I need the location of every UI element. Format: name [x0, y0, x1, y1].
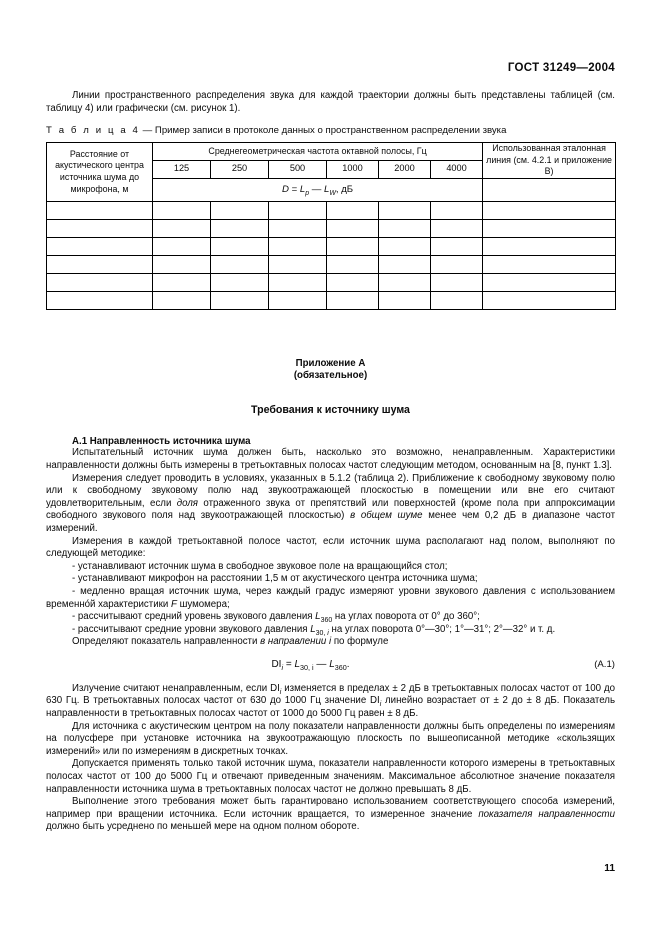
cell-250[interactable]: [211, 219, 269, 237]
cell-2000[interactable]: [379, 237, 431, 255]
cell-125[interactable]: [153, 255, 211, 273]
symbol-DIi-sub: i: [279, 688, 282, 696]
symbol-L30i: L: [310, 623, 316, 635]
table-row[interactable]: [47, 291, 616, 309]
cell-1000[interactable]: [327, 201, 379, 219]
cell-125[interactable]: [153, 219, 211, 237]
cell-250[interactable]: [211, 291, 269, 309]
formula-a1-line: [46, 657, 615, 673]
spacer: [46, 76, 615, 90]
formula-Lp-sub: p: [305, 190, 310, 198]
emph-v-obshchem-shume: в общем шуме: [350, 510, 423, 522]
cell-250[interactable]: [211, 255, 269, 273]
cell-1000[interactable]: [327, 273, 379, 291]
a1-paragraph-2: Измерения следует проводить в условиях, указанных в 5.1.2 (таблица 2). Приближение к свободному звуковому полю или к свободному звуковому полю над звукоотражающей плоскостью в помещении или вне его считают удовлетворительным, если доля отраженного звука от препятствий или поверхностей (кроме пола при аппроксимации свободного звукового поля над звукоотражающей плоскостью) в общем шуме менее чем 0,2 дБ в диапазоне частот измерений.: [46, 472, 616, 534]
a1-paragraph-6: Допускается применять только такой источник шума, показатели направленности которого измерены в третьоктавных полосах частот от 100 до 5000 Гц и отвечают приведенным значениям. Максимальное абсолютное значение показателя направленности источника шума в третьоктавных полосах частот не должно превышать 8 дБ.: [46, 758, 615, 795]
cell-1000[interactable]: [327, 255, 379, 273]
table4-freq-250: 250: [211, 160, 269, 178]
formula-minus: —: [309, 184, 324, 196]
cell-250[interactable]: [211, 201, 269, 219]
formula-a1-dot: .: [346, 658, 350, 670]
cell-distance[interactable]: [47, 219, 153, 237]
cell-reference[interactable]: [483, 219, 616, 237]
emph-dolya: доля: [176, 497, 198, 509]
cell-500[interactable]: [269, 291, 327, 309]
a1-bullet-1: - устанавливают источник шума в свободное звуковое поле на вращающийся стол;: [72, 560, 448, 572]
table-row[interactable]: [47, 219, 616, 237]
symbol-DIi-sub-2: i: [379, 701, 382, 709]
table4-col-distance-header: Расстояние от акустического центра источника шума до микрофона, м: [47, 143, 153, 202]
appendix-section-title: Требования к источнику шума: [251, 404, 410, 417]
cell-reference[interactable]: [483, 273, 616, 291]
symbol-L360: L: [315, 611, 321, 623]
standard-number-header: ГОСТ 31249—2004: [507, 62, 615, 74]
formula-D: D: [281, 184, 289, 196]
spacer: [46, 115, 615, 125]
table4-freq-2000: 2000: [379, 160, 431, 178]
table-header-row: [47, 143, 616, 160]
formula-unit: , дБ: [335, 184, 354, 196]
table4-caption: [46, 125, 615, 137]
cell-500[interactable]: [269, 219, 327, 237]
symbol-L360-sub: 360: [320, 617, 333, 625]
cell-500[interactable]: [269, 201, 327, 219]
emph-v-napravlenii-i: в направлении i: [260, 636, 332, 648]
spacer: [46, 673, 615, 683]
appendix-title: Приложение А: [295, 357, 366, 369]
cell-250[interactable]: [211, 273, 269, 291]
cell-1000[interactable]: [327, 219, 379, 237]
cell-distance[interactable]: [47, 255, 153, 273]
cell-125[interactable]: [153, 201, 211, 219]
cell-4000[interactable]: [431, 237, 483, 255]
cell-2000[interactable]: [379, 291, 431, 309]
cell-1000[interactable]: [327, 237, 379, 255]
spacer: [46, 310, 615, 358]
cell-reference[interactable]: [483, 237, 616, 255]
a1-paragraph-3: Измерения в каждой третьоктавной полосе частот, если источник шума располагают над полом, выполняют по следующей методике:: [46, 535, 615, 560]
table4-caption-text: Пример записи в протоколе данных о пространственном распределении звука: [154, 125, 507, 137]
formula-DI: DI: [271, 658, 282, 670]
cell-2000[interactable]: [379, 255, 431, 273]
formula-Lp: L: [299, 184, 306, 196]
formula-L30: L: [294, 658, 301, 670]
formula-L360-sub: 360: [334, 662, 347, 672]
cell-4000[interactable]: [431, 255, 483, 273]
cell-125[interactable]: [153, 291, 211, 309]
cell-reference[interactable]: [483, 291, 616, 309]
cell-500[interactable]: [269, 273, 327, 291]
table4-caption-label: Т а б л и ц а 4: [46, 125, 140, 137]
cell-1000[interactable]: [327, 291, 379, 309]
cell-reference[interactable]: [483, 255, 616, 273]
table4: [46, 142, 616, 310]
emph-pokazatelya-napravlennosti: показателя направленности: [478, 808, 615, 820]
table4-col-reference-header: Использованная эталонная линия (см. 4.2.1 и приложение В): [483, 143, 616, 179]
formula-Lw-sub: W: [329, 190, 336, 198]
formula-DI-sub: i: [281, 662, 284, 672]
subsection-a1-heading: А.1 Направленность источника шума: [72, 436, 251, 448]
table4-formula-ref-cell: [483, 178, 616, 201]
formula-Lw: L: [323, 184, 330, 196]
formula-a1-body: [271, 657, 349, 673]
cell-250[interactable]: [211, 237, 269, 255]
table-row[interactable]: [47, 273, 616, 291]
spacer: [46, 382, 615, 404]
a1-bullet-2: - устанавливают микрофон на расстоянии 1,5 м от акустического центра источника шума;: [72, 573, 478, 585]
table4-freq-1000: 1000: [327, 160, 379, 178]
cell-4000[interactable]: [431, 291, 483, 309]
table-row[interactable]: [47, 255, 616, 273]
table4-body: [47, 201, 616, 309]
table4-caption-dash: —: [139, 125, 155, 137]
intro-paragraph: Линии пространственного распределения звука для каждой траектории должны быть представлены таблицей (см. таблицу 4) или графически (см. рисунок 1).: [46, 90, 615, 114]
a1-formula-intro: Определяют показатель направленности в направлении i по формуле: [72, 636, 389, 648]
table-row[interactable]: [47, 237, 616, 255]
cell-2000[interactable]: [379, 219, 431, 237]
appendix-subtitle: (обязательное): [293, 370, 368, 382]
formula-eq: =: [288, 184, 300, 196]
cell-2000[interactable]: [379, 273, 431, 291]
spacer: [46, 649, 615, 657]
cell-distance[interactable]: [47, 273, 153, 291]
cell-distance[interactable]: [47, 201, 153, 219]
cell-125[interactable]: [153, 237, 211, 255]
formula-a1-number: (А.1): [594, 658, 615, 670]
formula-L360: L: [329, 658, 335, 670]
a1-paragraph-1: Испытательный источник шума должен быть, насколько это возможно, ненаправленным. Характеристики направленности должны быть измерены в третьоктавных полосах частот следующим методом, основанным на [8, пункт 1.3].: [46, 447, 615, 471]
table-row[interactable]: [47, 201, 616, 219]
page-number: 11: [604, 863, 615, 874]
table4-freq-500: 500: [269, 160, 327, 178]
a1-bullet-5: - рассчитывают средние уровни звукового давления $L_{30, i}$ на углах поворота 0°—30°; 1°—31°; 2°—32° и т. д.: [72, 623, 556, 637]
spacer: [46, 416, 615, 436]
table4-head: [47, 143, 616, 202]
cell-500[interactable]: [269, 255, 327, 273]
a1-bullet-3: - медленно вращая источник шума, через каждый градус измеряют уровни звукового давления с использованием временно́й характеристики F шумомера;: [46, 585, 615, 610]
cell-4000[interactable]: [431, 219, 483, 237]
cell-2000[interactable]: [379, 201, 431, 219]
a1-paragraph-4: Излучение считают ненаправленным, если $DI_i$ изменяется в пределах ± 2 дБ в третьоктавных полосах частот от 100 до 630 Гц. В третьоктавных полосах частот от 630 до 1000 Гц значение $DI_i$ линейно возрастает от ± 2 до ± 8 дБ. Показатель направленности в третьоктавных полосах частот от 1000 до 5000 Гц равен ± 8 дБ.: [46, 682, 615, 720]
cell-500[interactable]: [269, 237, 327, 255]
formula-a1-eq: =: [283, 658, 295, 670]
cell-125[interactable]: [153, 273, 211, 291]
cell-distance[interactable]: [47, 291, 153, 309]
a1-bullet-4: - рассчитывают средний уровень звукового давления $L_{360}$ на углах поворота от 0° до 360°;: [72, 611, 480, 625]
table4-freq-4000: 4000: [431, 160, 483, 178]
formula-L30-sub: 30, i: [300, 662, 314, 672]
cell-distance[interactable]: [47, 237, 153, 255]
page-content: [46, 62, 615, 834]
formula-a1-minus: —: [313, 658, 330, 670]
cell-4000[interactable]: [431, 273, 483, 291]
emph-F: F: [170, 598, 177, 610]
symbol-L30i-sub: 30, i: [315, 629, 329, 637]
cell-reference[interactable]: [483, 201, 616, 219]
table4-formula-cell: [153, 178, 483, 201]
table4-col-frequency-group-header: Среднегеометрическая частота октавной полосы, Гц: [153, 143, 483, 160]
a1-paragraph-7: Выполнение этого требования может быть гарантировано использованием соответствующего способа измерений, например при вращении источника. Если источник вращается, то измеренное значение показателя направленности должно быть усреднено по меньшей мере на одном полном обороте.: [46, 796, 615, 833]
a1-paragraph-5: Для источника с акустическим центром на полу показатели направленности должны быть определены по измерениям на полусфере при установке источника на звукоотражающую плоскость по вышеописанной методике «скользящих измерений» или по измерениям в дискретных точках.: [46, 720, 615, 757]
cell-4000[interactable]: [431, 201, 483, 219]
table4-freq-125: 125: [153, 160, 211, 178]
